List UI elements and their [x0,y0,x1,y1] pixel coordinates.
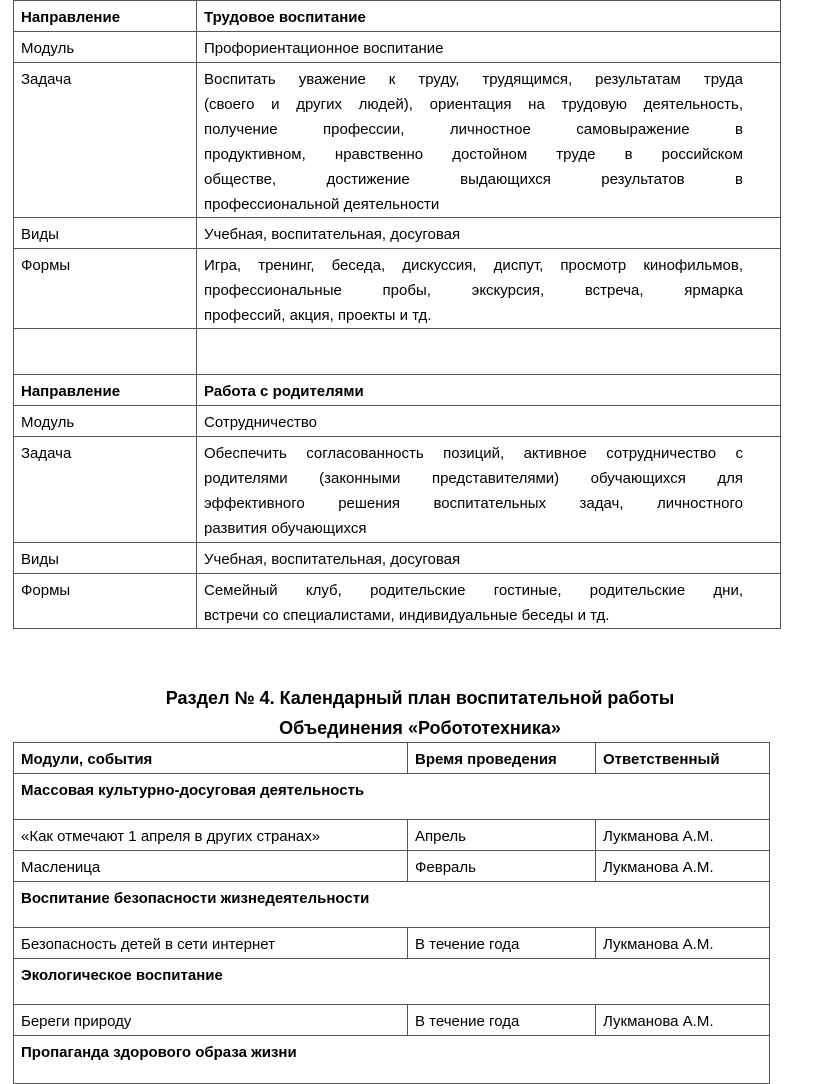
table-row [14,574,781,629]
event-name: Масленица [14,851,408,882]
row-label: Формы [14,249,197,329]
event-name: «Как отмечают 1 апреля в других странах» [14,820,408,851]
table-row [14,63,781,218]
row-value [197,543,781,574]
section-title: Пропаганда здорового образа жизни [14,1036,770,1084]
event-responsible: Лукманова А.М. [596,851,770,882]
row-value [197,329,781,375]
text-line: Работа с родителями [204,383,364,400]
row-value [197,63,781,218]
event-row [14,928,770,959]
event-responsible: Лукманова А.М. [596,820,770,851]
event-row [14,1005,770,1036]
row-value [197,218,781,249]
direction-table [13,0,781,629]
row-value [197,406,781,437]
table-row [14,329,781,375]
table-row [14,249,781,329]
text-line: Обеспечить согласованность позиций, активное сотрудничество с [204,445,743,462]
row-label: Задача [14,63,197,218]
event-responsible: Лукманова А.М. [596,928,770,959]
text-line: родителями (законными представителями) обучающихся для [204,470,743,487]
text-line: Учебная, воспитательная, досуговая [204,226,461,243]
event-name: Безопасность детей в сети интернет [14,928,408,959]
text-line: профессиональные пробы, экскурсия, встреча, ярмарка [204,282,743,299]
text-line: Сотрудничество [204,414,317,431]
event-row [14,820,770,851]
section-row [14,1036,770,1084]
table-row [14,543,781,574]
section-title: Экологическое воспитание [14,959,770,1005]
event-time: В течение года [408,928,596,959]
column-header: Время проведения [408,743,596,774]
row-label [14,329,197,375]
event-row [14,851,770,882]
text-line: Профориентационное воспитание [204,40,444,57]
row-value [197,249,781,329]
event-time: В течение года [408,1005,596,1036]
section-row [14,882,770,928]
table-row [14,406,781,437]
row-value [197,437,781,543]
event-time: Февраль [408,851,596,882]
row-label: Формы [14,574,197,629]
text-line: профессий, акция, проекты и тд. [204,307,432,324]
row-label: Модуль [14,32,197,63]
text-line: обществе, достижение выдающихся результатов в [204,171,743,188]
row-label: Виды [14,218,197,249]
text-line: профессиональной деятельности [204,196,440,213]
table-row [14,1,781,32]
row-label: Виды [14,543,197,574]
section-row [14,959,770,1005]
text-line: эффективного решения воспитательных задач, личностного [204,495,743,512]
section-title: Воспитание безопасности жизнедеятельности [14,882,770,928]
text-line: Воспитать уважение к труду, трудящимся, результатам труда [204,71,743,88]
row-value [197,1,781,32]
row-value [197,375,781,406]
row-label: Направление [14,1,197,32]
text-line: встречи со специалистами, индивидуальные беседы и тд. [204,607,610,624]
table-row [14,437,781,543]
section-title-line2: Объединения «Робототехника» [279,718,561,738]
event-time: Апрель [408,820,596,851]
row-label: Направление [14,375,197,406]
table-row [14,218,781,249]
row-label: Задача [14,437,197,543]
text-line: развития обучающихся [204,520,367,537]
column-header: Ответственный [596,743,770,774]
section-row [14,774,770,820]
section-title: Массовая культурно-досуговая деятельность [14,774,770,820]
text-line: Учебная, воспитательная, досуговая [204,551,461,568]
row-value [197,32,781,63]
text-line: (своего и других людей), ориентация на трудовую деятельность, [204,96,743,113]
calendar-plan-table [13,742,770,1084]
column-header: Модули, события [14,743,408,774]
row-value [197,574,781,629]
text-line: получение профессии, личностное самовыражение в [204,121,743,138]
table-row [14,375,781,406]
text-line: Трудовое воспитание [204,9,366,26]
section-title-line1: Раздел № 4. Календарный план воспитательной работы [165,688,675,708]
text-line: продуктивном, нравственно достойном труде в российском [204,146,743,163]
event-name: Береги природу [14,1005,408,1036]
event-responsible: Лукманова А.М. [596,1005,770,1036]
table-row [14,32,781,63]
text-line: Семейный клуб, родительские гостиные, родительские дни, [204,582,743,599]
text-line: Игра, тренинг, беседа, дискуссия, диспут, просмотр кинофильмов, [204,257,743,274]
row-label: Модуль [14,406,197,437]
header-row [14,743,770,774]
